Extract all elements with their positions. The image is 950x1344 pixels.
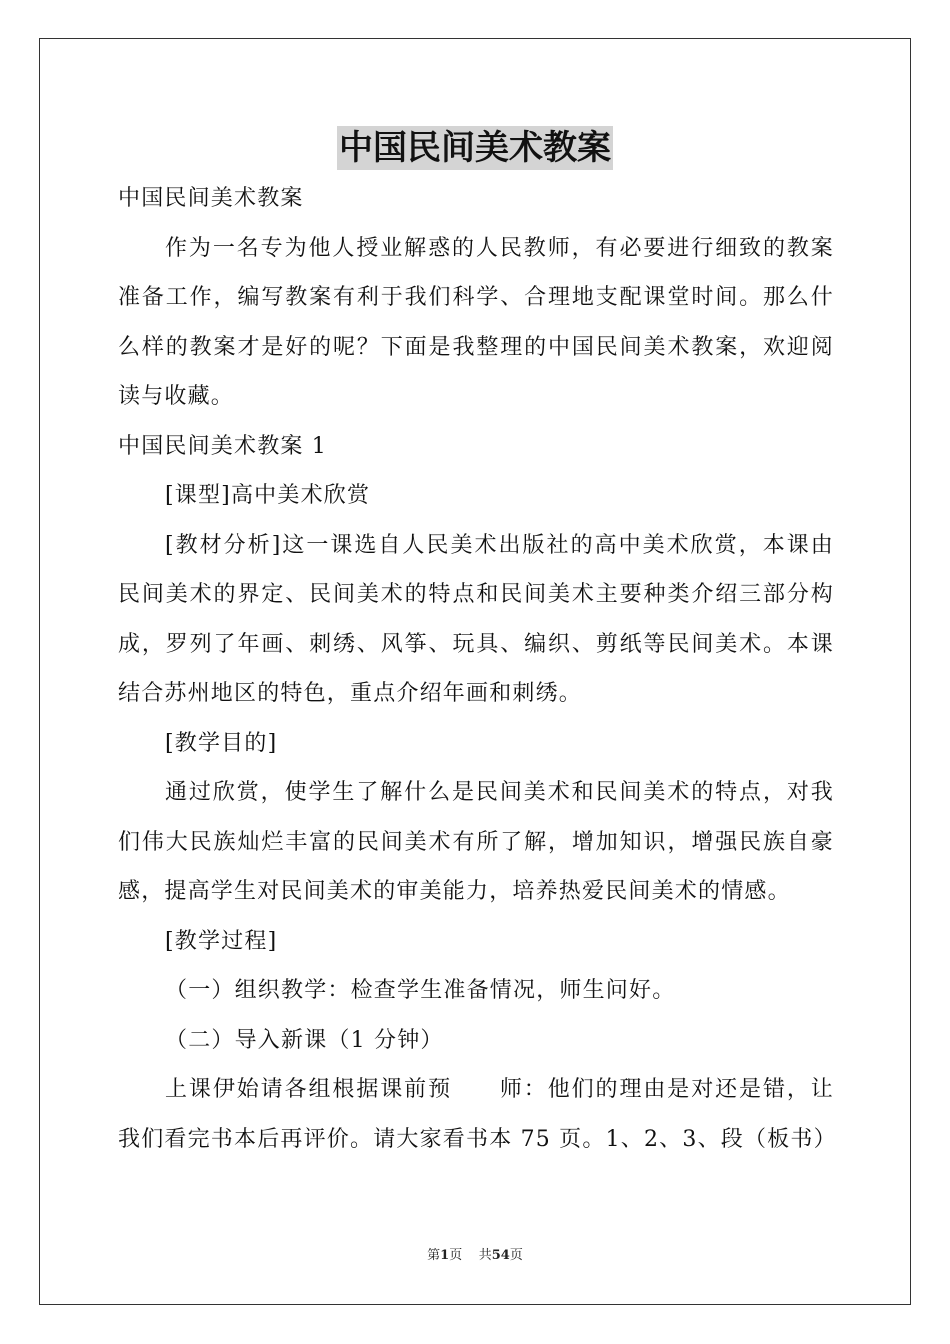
paragraph-intro: 作为一名专为他人授业解惑的人民教师，有必要进行细致的教案准备工作，编写教案有利于我们科学、合理地支配课堂时间。那么什么样的教案才是好的呢？下面是我整理的中国民间美术教案，欢迎阅读与收藏。: [118, 235, 834, 409]
footer-total-prefix: 共: [478, 1248, 492, 1263]
page-footer: [0, 1247, 950, 1265]
paragraph-step-2: （二）导入新课（1 分钟）: [165, 1027, 444, 1053]
footer-page-prefix: 第: [427, 1248, 441, 1263]
footer-page-suffix: 页: [449, 1248, 463, 1263]
paragraph-process-heading: [教学过程]: [165, 928, 278, 954]
paragraph-subtitle: 中国民间美术教案: [118, 186, 304, 211]
footer-total-suffix: 页: [509, 1248, 523, 1263]
paragraph-step-1: （一）组织教学：检查学生准备情况，师生问好。: [165, 978, 676, 1003]
paragraph-section-heading: 中国民间美术教案 1: [118, 433, 327, 459]
document-body: [118, 174, 837, 1164]
document-title: 中国民间美术教案: [339, 128, 611, 168]
paragraph-step-2-body: 上课伊始请各组根据课前预 师：他们的理由是对还是错，让我们看完书本后再评价。请大家看书本 75 页。1、2、3、段（板书）: [118, 1077, 837, 1152]
footer-page-number: 1: [440, 1248, 450, 1263]
paragraph-goal-heading: [教学目的]: [165, 730, 278, 756]
paragraph-lesson-type: [课型]高中美术欣赏: [165, 483, 371, 508]
title-wrap: [0, 126, 950, 170]
paragraph-goal: 通过欣赏，使学生了解什么是民间美术和民间美术的特点，对我们伟大民族灿烂丰富的民间美术有所了解，增加知识，增强民族自豪感，提高学生对民间美术的审美能力，培养热爱民间美术的情感。: [118, 780, 834, 904]
footer-total-pages: 54: [491, 1248, 510, 1263]
paragraph-material-analysis: [教材分析]这一课选自人民美术出版社的高中美术欣赏，本课由民间美术的界定、民间美术的特点和民间美术主要种类介绍三部分构成，罗列了年画、刺绣、风筝、玩具、编织、剪纸等民间美术。本课结合苏州地区的特色，重点介绍年画和刺绣。: [118, 532, 834, 706]
